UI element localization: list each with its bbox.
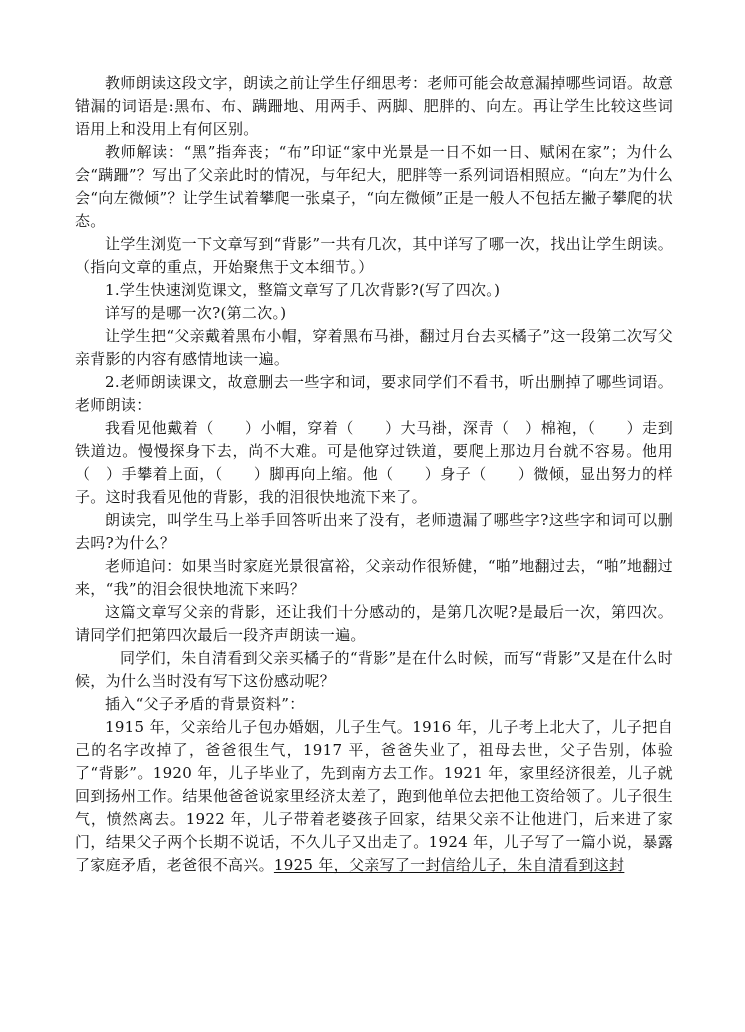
paragraph-question-time: 同学们，朱自清看到父亲买橘子的“背影”是在什么时候，而写“背影”又是在什么时候，为什么当时没有写下这份感动呢？ xyxy=(75,649,673,690)
document-page xyxy=(75,72,673,877)
paragraph-read-aloud: 让学生把“父亲戴着黑布小帽，穿着黑布马褂，翻过月台去买橘子”这一段第二次写父亲背影的内容有感情地读一遍。 xyxy=(75,327,673,368)
paragraph-question-2: 2.老师朗读课文，故意删去一些字和词，要求同学们不看书，听出删掉了哪些词语。老师朗读： xyxy=(75,373,673,414)
paragraph-background-history xyxy=(75,716,673,877)
paragraph-teacher-reading: 教师朗读这段文字，朗读之前让学生仔细思考：老师可能会故意漏掉哪些词语。故意错漏的词语是:黑布、布、蹒跚地、用两手、两脚、肥胖的、向左。再让学生比较这些词语用上和没用上有何区别。 xyxy=(75,74,673,138)
paragraph-fourth-backview: 这篇文章写父亲的背影，还让我们十分感动的，是第几次呢?是最后一次，第四次。请同学们把第四次最后一段齐声朗读一遍。 xyxy=(75,603,673,644)
underlined-text: 1925 年，父亲写了一封信给儿子，朱自清看到这封 xyxy=(273,856,625,874)
paragraph-teacher-explanation: 教师解读：“黑”指奔丧；“布”印证“家中光景是一日不如一日、赋闲在家”；为什么会“蹒跚”？写出了父亲此时的情况，与年纪大，肥胖等一系列词语相照应。“向左”为什么会“向左微倾”？让学生试着攀爬一张桌子，“向左微倾”正是一般人不包括左撇子攀爬的状态。 xyxy=(75,143,673,230)
paragraph-detailed-answer: 详写的是哪一次?(第二次。) xyxy=(105,304,287,322)
paragraph-after-reading: 朗读完，叫学生马上举手回答听出来了没有，老师遗漏了哪些字?这些字和词可以删去吗?为什么？ xyxy=(75,511,673,552)
paragraph-browse-instruction: 让学生浏览一下文章写到“背影”一共有几次，其中详写了哪一次，找出让学生朗读。（指向文章的重点，开始聚焦于文本细节。） xyxy=(75,235,673,276)
background-history-text: 1915 年，父亲给儿子包办婚姻，儿子生气。1916 年，儿子考上北大了，儿子把自己的名字改掉了，爸爸很生气，1917 平，爸爸失业了，祖母去世，父子告别，体验了“背影”。1920 年，儿子毕业了，先到南方去工作。1921 年，家里经济很差，儿子就回到扬州工作。结果他爸爸说家里经济太差了，跑到他单位去把他工资给领了。儿子很生气，愤然离去。1922 年，儿子带着老婆孩子回家，结果父亲不让他进门，后来进了家门，结果父子两个长期不说话，不久儿子又出走了。1924 年，儿子写了一篇小说，暴露了家庭矛盾，老爸很不高兴。 xyxy=(75,718,673,874)
paragraph-insert-background: 插入“父子矛盾的背景资料”： xyxy=(105,695,305,713)
paragraph-follow-up: 老师追问：如果当时家庭光景很富裕，父亲动作很矫健，“啪”地翻过去，“啪”地翻过来，“我”的泪会很快地流下来吗？ xyxy=(75,557,673,598)
paragraph-cloze-passage: 我看见他戴着（ ）小帽，穿着（ ）大马褂，深青（ ）棉袍，（ ）走到铁道边。慢慢探身下去，尚不大难。可是他穿过铁道，要爬上那边月台就不容易。他用（ ）手攀着上面，（ ）脚再向上缩。他（ ）身子（ ）微倾，显出努力的样子。这时我看见他的背影，我的泪很快地流下来了。 xyxy=(75,419,673,506)
paragraph-question-1: 1.学生快速浏览课文，整篇文章写了几次背影?(写了四次。) xyxy=(105,281,501,299)
